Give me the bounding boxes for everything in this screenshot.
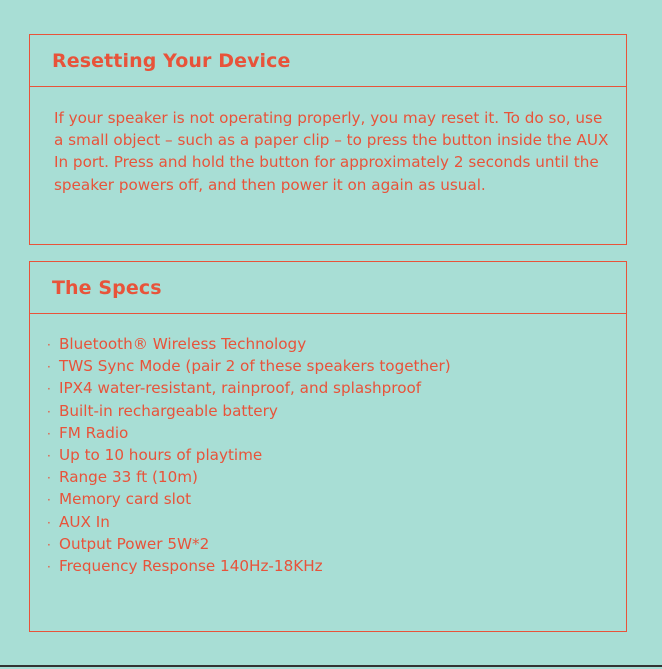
spec-item	[47, 400, 626, 422]
specs-section	[29, 261, 627, 632]
spec-item	[47, 377, 626, 399]
bullet-icon: ·	[47, 360, 51, 375]
spec-item	[47, 333, 626, 355]
spec-list	[30, 314, 626, 577]
spec-item	[47, 444, 626, 466]
specs-section-title: The Specs	[52, 276, 162, 299]
bullet-icon: ·	[47, 426, 51, 441]
bullet-icon: ·	[47, 471, 51, 486]
specs-section-header	[30, 262, 626, 314]
spec-item	[47, 511, 626, 533]
spec-item-text: FM Radio	[59, 423, 129, 442]
spec-item-text: Range 33 ft (10m)	[59, 468, 198, 487]
spec-item-text: Built-in rechargeable battery	[59, 401, 278, 420]
reset-section-header	[30, 35, 626, 87]
bullet-icon: ·	[47, 404, 51, 419]
spec-item-text: Memory card slot	[59, 490, 192, 509]
spec-item-text: Up to 10 hours of playtime	[59, 445, 263, 464]
bullet-icon: ·	[47, 338, 51, 352]
spec-item-text: Frequency Response 140Hz-18KHz	[59, 556, 323, 575]
reset-section	[29, 34, 627, 245]
spec-item	[47, 466, 626, 488]
bullet-icon: ·	[47, 537, 51, 552]
spec-item-text: Bluetooth® Wireless Technology	[59, 335, 307, 353]
reset-instructions-text: If your speaker is not operating properly, you may reset it. To do so, use a small object – such as a paper clip – to press the button inside the AUX In port. Press and hold the button for approximately 2 seconds until the speaker powers off, and then power it on again as usual.	[54, 109, 609, 194]
spec-item	[47, 422, 626, 444]
bottom-divider	[0, 665, 662, 667]
spec-item	[47, 355, 626, 377]
bullet-icon: ·	[47, 493, 51, 508]
spec-item-text: IPX4 water-resistant, rainproof, and splashproof	[59, 379, 422, 398]
spec-item-text: TWS Sync Mode (pair 2 of these speakers together)	[59, 357, 451, 376]
spec-item-text: Output Power 5W*2	[59, 534, 210, 553]
reset-section-title: Resetting Your Device	[52, 49, 291, 72]
spec-item	[47, 533, 626, 555]
bullet-icon: ·	[47, 448, 51, 463]
spec-item-text: AUX In	[59, 512, 110, 531]
spec-item	[47, 555, 626, 577]
bullet-icon: ·	[47, 559, 51, 574]
spec-item	[47, 488, 626, 510]
bullet-icon: ·	[47, 515, 51, 530]
bullet-icon: ·	[47, 382, 51, 397]
